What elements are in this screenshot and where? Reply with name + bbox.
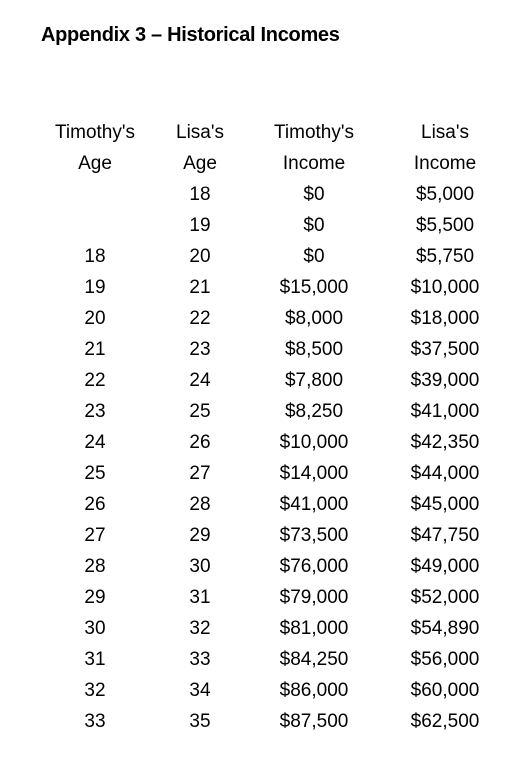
table-row bbox=[40, 706, 512, 737]
timothy-income-cell: $81,000 bbox=[279, 618, 349, 639]
timothy-income-cell: $79,000 bbox=[279, 587, 349, 608]
lisa-income-cell: $42,350 bbox=[410, 432, 480, 453]
lisa-income-cell: $5,000 bbox=[415, 184, 475, 205]
lisa-age-cell: 29 bbox=[189, 525, 211, 546]
lisa-age-cell: 19 bbox=[189, 215, 211, 236]
timothy-income-cell: $73,500 bbox=[279, 525, 349, 546]
timothy-income-cell: $41,000 bbox=[279, 494, 349, 515]
lisa-age-cell: 22 bbox=[189, 308, 211, 329]
lisa-income-cell: $41,000 bbox=[410, 401, 480, 422]
lisa-age-cell: 20 bbox=[189, 246, 211, 267]
header-row-2 bbox=[40, 148, 512, 179]
lisa-income-cell: $60,000 bbox=[410, 680, 480, 701]
timothy-income-cell: $0 bbox=[303, 246, 325, 267]
lisa-age-cell: 18 bbox=[189, 184, 211, 205]
header-timothy-income-line1: Timothy's bbox=[274, 122, 354, 143]
timothy-age-cell: 25 bbox=[84, 463, 106, 484]
lisa-income-cell: $62,500 bbox=[410, 711, 480, 732]
timothy-age-cell bbox=[40, 210, 150, 241]
header-lisa-age-line2: Age bbox=[183, 153, 217, 174]
lisa-age-cell: 24 bbox=[189, 370, 211, 391]
timothy-age-cell: 23 bbox=[84, 401, 106, 422]
timothy-age-cell: 30 bbox=[84, 618, 106, 639]
table-header bbox=[40, 117, 512, 179]
lisa-income-cell: $10,000 bbox=[410, 277, 480, 298]
appendix-title: Appendix 3 – Historical Incomes bbox=[41, 24, 340, 46]
timothy-age-cell: 24 bbox=[84, 432, 106, 453]
timothy-income-cell: $15,000 bbox=[279, 277, 349, 298]
table-row bbox=[40, 675, 512, 706]
table-row bbox=[40, 396, 512, 427]
table-row bbox=[40, 210, 512, 241]
header-lisa-age-line1: Lisa's bbox=[176, 122, 224, 143]
lisa-income-cell: $44,000 bbox=[410, 463, 480, 484]
lisa-income-cell: $5,750 bbox=[415, 246, 475, 267]
lisa-income-cell: $52,000 bbox=[410, 587, 480, 608]
lisa-income-cell: $37,500 bbox=[410, 339, 480, 360]
timothy-income-cell: $10,000 bbox=[279, 432, 349, 453]
lisa-age-cell: 32 bbox=[189, 618, 211, 639]
table-body bbox=[40, 179, 512, 737]
timothy-income-cell: $76,000 bbox=[279, 556, 349, 577]
timothy-age-cell: 22 bbox=[84, 370, 106, 391]
table-row bbox=[40, 241, 512, 272]
lisa-age-cell: 26 bbox=[189, 432, 211, 453]
timothy-income-cell: $86,000 bbox=[279, 680, 349, 701]
table-row bbox=[40, 520, 512, 551]
lisa-age-cell: 21 bbox=[189, 277, 211, 298]
lisa-income-cell: $49,000 bbox=[410, 556, 480, 577]
timothy-income-cell: $8,250 bbox=[284, 401, 344, 422]
lisa-income-cell: $5,500 bbox=[415, 215, 475, 236]
header-lisa-income-line2: Income bbox=[413, 153, 477, 174]
table-row bbox=[40, 303, 512, 334]
historical-incomes-table bbox=[40, 117, 512, 737]
table-row bbox=[40, 179, 512, 210]
header-timothy-age-line2: Age bbox=[78, 153, 112, 174]
timothy-age-cell: 27 bbox=[84, 525, 106, 546]
lisa-income-cell: $45,000 bbox=[410, 494, 480, 515]
header-timothy-age-line1: Timothy's bbox=[55, 122, 135, 143]
table-row bbox=[40, 644, 512, 675]
timothy-age-cell: 28 bbox=[84, 556, 106, 577]
timothy-age-cell: 19 bbox=[84, 277, 106, 298]
timothy-age-cell: 21 bbox=[84, 339, 106, 360]
timothy-income-cell: $0 bbox=[303, 215, 325, 236]
table-row bbox=[40, 427, 512, 458]
lisa-income-cell: $18,000 bbox=[410, 308, 480, 329]
timothy-age-cell: 32 bbox=[84, 680, 106, 701]
table-row bbox=[40, 582, 512, 613]
lisa-income-cell: $56,000 bbox=[410, 649, 480, 670]
timothy-income-cell: $87,500 bbox=[279, 711, 349, 732]
timothy-income-cell: $0 bbox=[303, 184, 325, 205]
lisa-age-cell: 27 bbox=[189, 463, 211, 484]
timothy-income-cell: $8,000 bbox=[284, 308, 344, 329]
header-timothy-income-line2: Income bbox=[282, 153, 346, 174]
timothy-age-cell: 18 bbox=[84, 246, 106, 267]
lisa-age-cell: 35 bbox=[189, 711, 211, 732]
lisa-age-cell: 25 bbox=[189, 401, 211, 422]
timothy-age-cell bbox=[40, 179, 150, 210]
header-row-1 bbox=[40, 117, 512, 148]
table-row bbox=[40, 365, 512, 396]
lisa-age-cell: 31 bbox=[189, 587, 211, 608]
header-lisa-income-line1: Lisa's bbox=[421, 122, 469, 143]
lisa-age-cell: 28 bbox=[189, 494, 211, 515]
timothy-income-cell: $84,250 bbox=[279, 649, 349, 670]
lisa-income-cell: $47,750 bbox=[410, 525, 480, 546]
table-row bbox=[40, 489, 512, 520]
timothy-income-cell: $14,000 bbox=[279, 463, 349, 484]
timothy-income-cell: $7,800 bbox=[284, 370, 344, 391]
table-row bbox=[40, 551, 512, 582]
lisa-age-cell: 23 bbox=[189, 339, 211, 360]
lisa-income-cell: $39,000 bbox=[410, 370, 480, 391]
timothy-age-cell: 26 bbox=[84, 494, 106, 515]
lisa-income-cell: $54,890 bbox=[410, 618, 480, 639]
timothy-age-cell: 31 bbox=[84, 649, 106, 670]
lisa-age-cell: 30 bbox=[189, 556, 211, 577]
table-row bbox=[40, 458, 512, 489]
timothy-age-cell: 20 bbox=[84, 308, 106, 329]
table-row bbox=[40, 334, 512, 365]
lisa-age-cell: 33 bbox=[189, 649, 211, 670]
lisa-age-cell: 34 bbox=[189, 680, 211, 701]
timothy-age-cell: 33 bbox=[84, 711, 106, 732]
table-row bbox=[40, 272, 512, 303]
timothy-income-cell: $8,500 bbox=[284, 339, 344, 360]
timothy-age-cell: 29 bbox=[84, 587, 106, 608]
table-row bbox=[40, 613, 512, 644]
